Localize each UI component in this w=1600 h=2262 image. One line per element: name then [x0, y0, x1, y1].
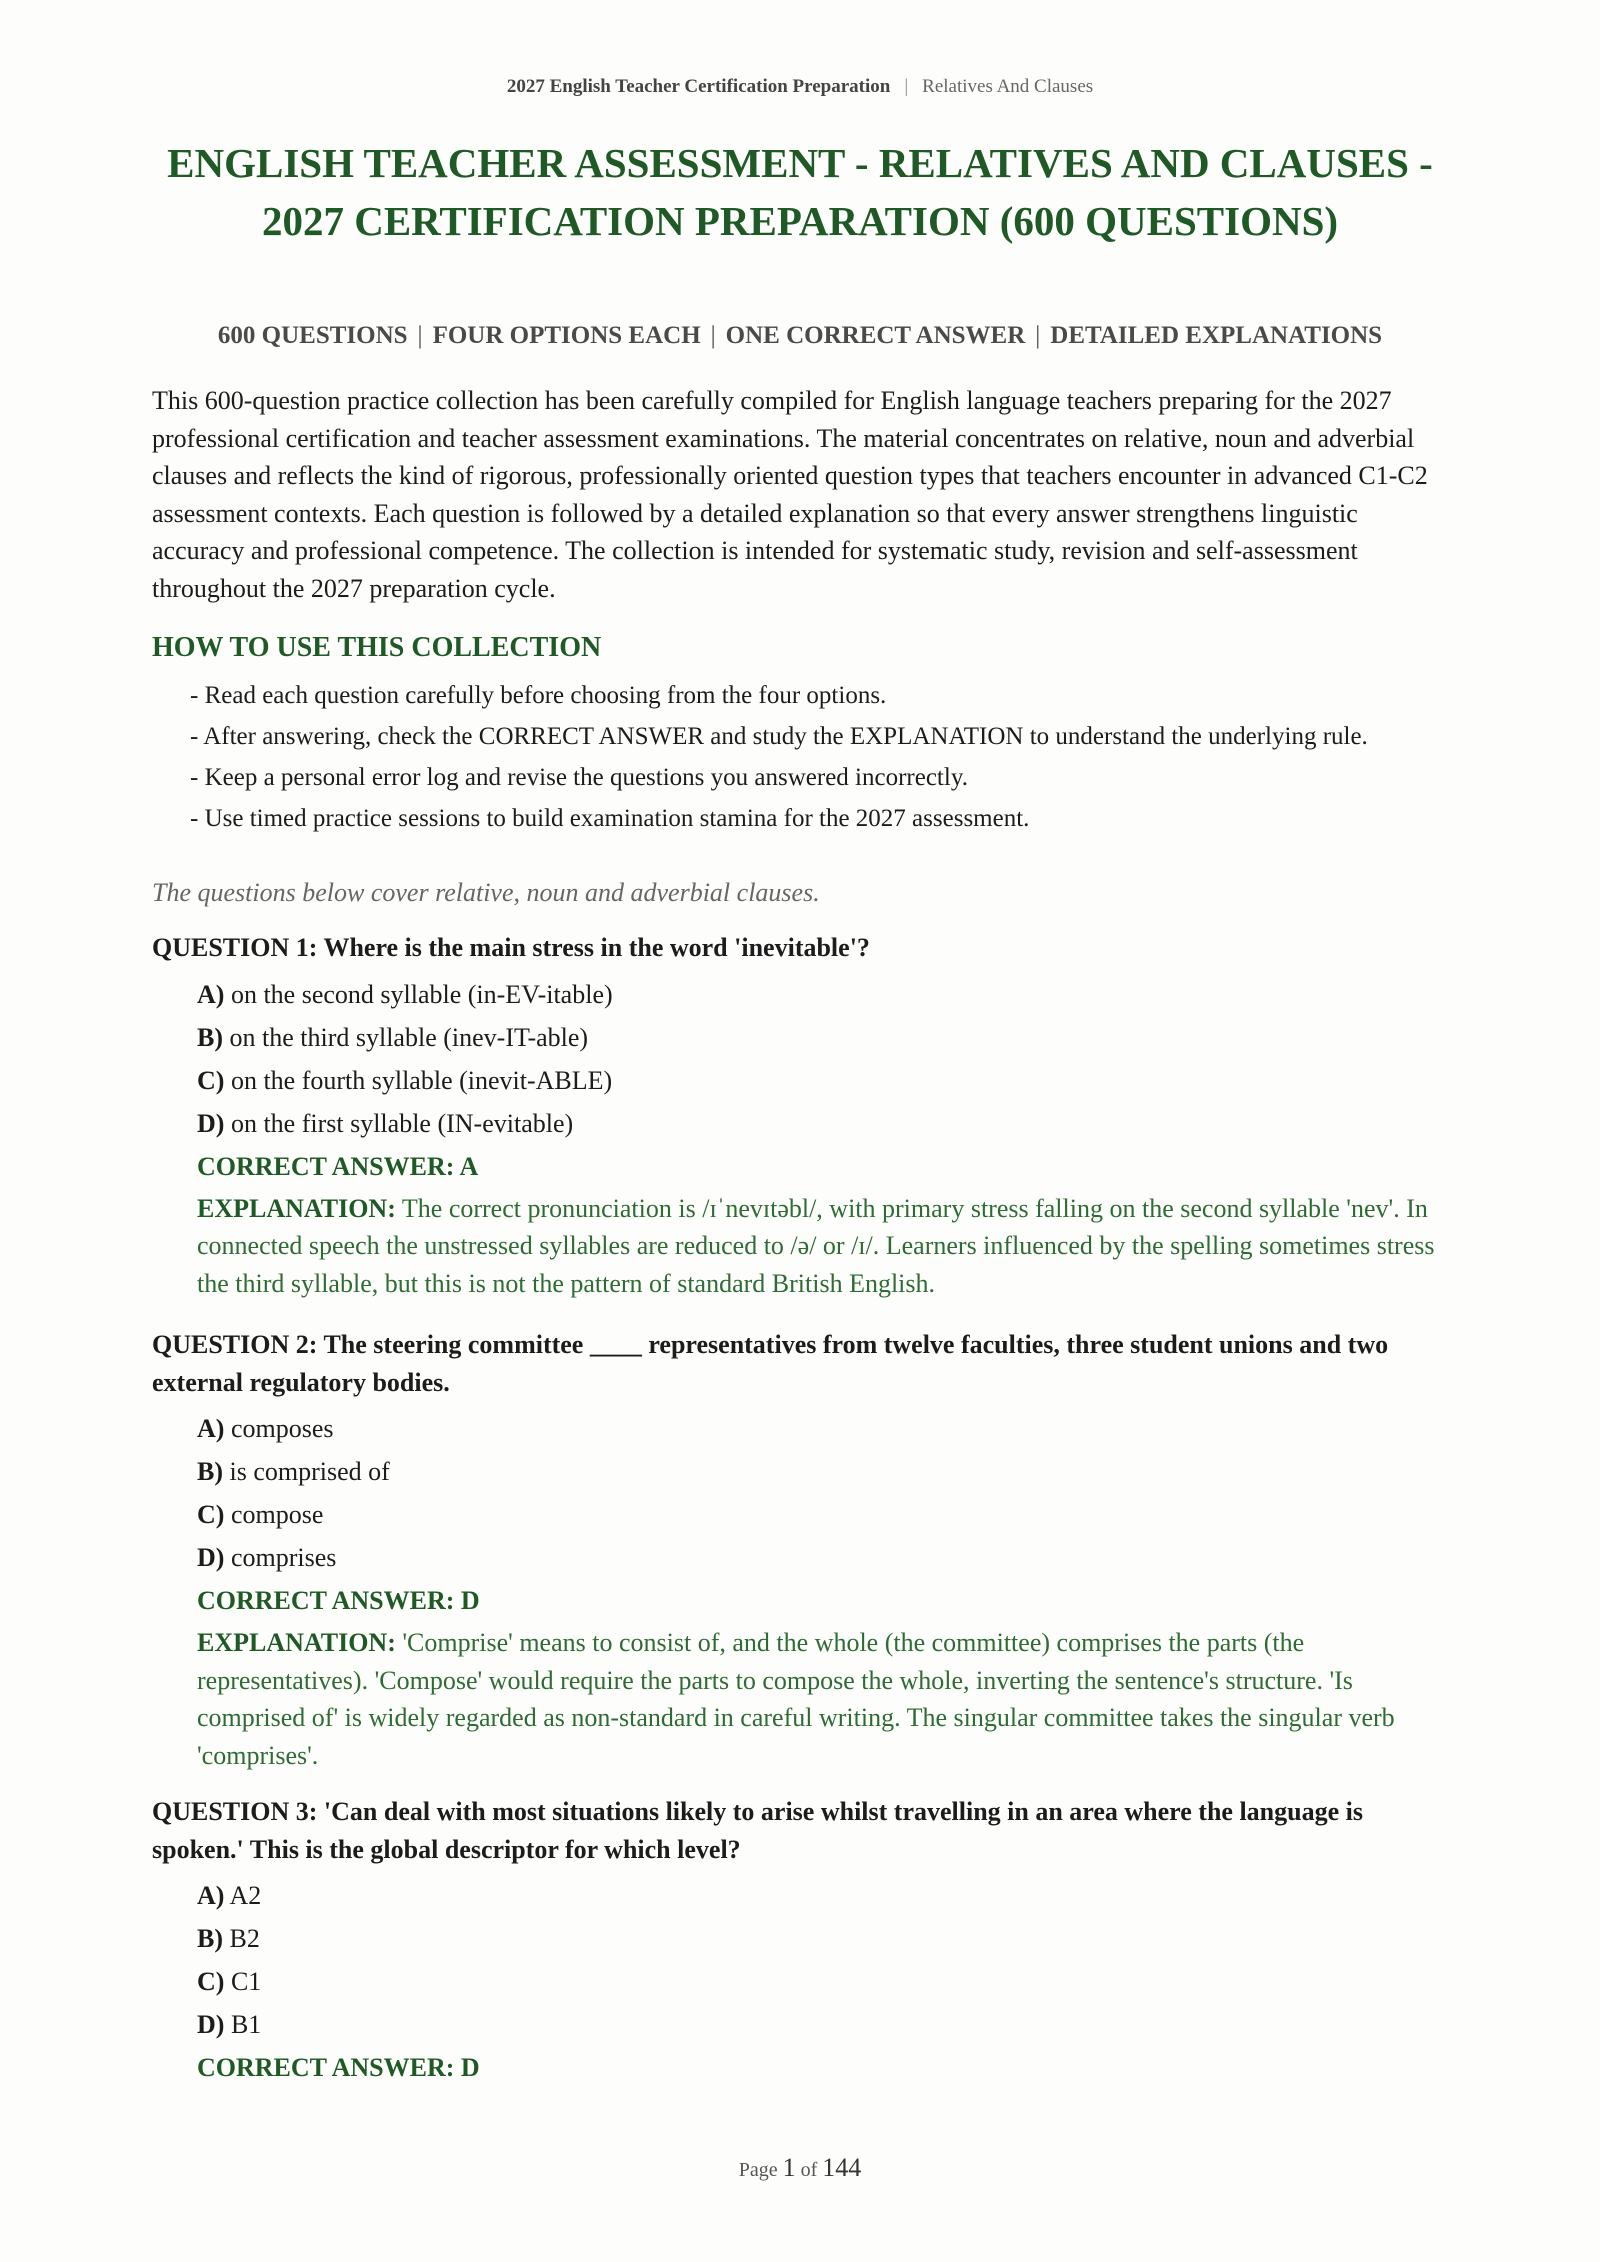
option-item	[197, 1450, 1452, 1493]
explanation-text: The correct pronunciation is /ɪˈnevɪtəbl/, with primary stress falling on the second syllable 'nev'. In connected speech the unstressed syllables are reduced to /ə/ or /ɪ/. Learners influenced by the spelling sometimes stress the third syllable, but this is not the pattern of standard British English.	[197, 1193, 1435, 1298]
feature-item: ONE CORRECT ANSWER	[725, 322, 1026, 349]
question-block	[152, 929, 1452, 1302]
page-footer	[0, 2153, 1600, 2183]
option-item	[197, 1874, 1452, 1917]
option-letter: C)	[197, 1500, 225, 1529]
option-letter: A)	[197, 1881, 225, 1910]
feature-separator: |	[710, 322, 716, 349]
option-text: on the fourth syllable (inevit-ABLE)	[230, 1065, 613, 1095]
option-letter: B)	[197, 1457, 223, 1486]
option-text: on the third syllable (inev-IT-able)	[229, 1022, 589, 1052]
option-item	[197, 1059, 1452, 1102]
explanation-text: 'Comprise' means to consist of, and the whole (the committee) comprises the parts (the representatives). 'Compose' would require the parts to compose the whole, inverting the sentence's structure. 'Is comprised of' is widely regarded as non-standard in careful writing. The singular committee takes the singular verb 'comprises'.	[197, 1628, 1395, 1770]
correct-answer: CORRECT ANSWER: D	[197, 1586, 480, 1615]
coverage-note: The questions below cover relative, noun and adverbial clauses.	[152, 878, 820, 907]
option-letter: C)	[197, 1967, 225, 1996]
running-header-title: 2027 English Teacher Certification Preparation	[506, 76, 891, 97]
question-text: QUESTION 3: 'Can deal with most situations likely to arise whilst travelling in an area where the language is spoken.' This is the global descriptor for which level?	[152, 1797, 1363, 1864]
option-item	[197, 1536, 1452, 1579]
feature-separator: |	[1035, 322, 1041, 349]
explanation-label: EXPLANATION:	[197, 1628, 396, 1657]
page-word: Page	[738, 2159, 778, 2181]
option-letter: D)	[197, 1543, 225, 1572]
option-text: compose	[230, 1500, 324, 1529]
feature-item: 600 QUESTIONS	[217, 322, 408, 349]
question-block	[152, 1793, 1452, 2089]
option-letter: D)	[197, 1108, 225, 1138]
page-number: 1	[782, 2153, 796, 2182]
of-word: of	[800, 2159, 818, 2181]
option-letter: A)	[197, 1414, 225, 1443]
howto-list	[190, 678, 1450, 842]
option-item	[197, 973, 1452, 1016]
option-text: B2	[229, 1924, 260, 1953]
feature-separator: |	[417, 322, 423, 349]
running-header-topic: Relatives And Clauses	[922, 76, 1094, 97]
option-letter: B)	[197, 1924, 223, 1953]
option-text: A2	[229, 1881, 262, 1910]
option-letter: A)	[197, 979, 225, 1009]
feature-item: FOUR OPTIONS EACH	[432, 322, 701, 349]
option-item	[197, 1917, 1452, 1960]
option-text: comprises	[230, 1543, 337, 1572]
explanation	[197, 1624, 1447, 1774]
explanation	[197, 1190, 1447, 1303]
option-item	[197, 2003, 1452, 2046]
howto-heading: HOW TO USE THIS COLLECTION	[152, 632, 602, 663]
options-list	[197, 1407, 1452, 1579]
correct-answer: CORRECT ANSWER: A	[197, 1151, 479, 1181]
running-header-separator: |	[904, 76, 909, 97]
total-pages: 144	[822, 2153, 862, 2182]
correct-answer: CORRECT ANSWER: D	[197, 2053, 480, 2082]
question-text: QUESTION 1: Where is the main stress in the word 'inevitable'?	[152, 933, 870, 962]
howto-item: - Keep a personal error log and revise the questions you answered incorrectly.	[190, 764, 968, 791]
option-letter: B)	[197, 1022, 223, 1052]
option-text: is comprised of	[229, 1457, 390, 1486]
document-title: ENGLISH TEACHER ASSESSMENT - RELATIVES AND CLAUSES - 2027 CERTIFICATION PREPARATION (600 QUESTIONS)	[167, 140, 1433, 244]
option-item	[197, 1102, 1452, 1145]
option-text: C1	[230, 1967, 262, 1996]
running-header	[0, 76, 1600, 98]
option-item	[197, 1493, 1452, 1536]
options-list	[197, 1874, 1452, 2046]
option-text: composes	[230, 1414, 334, 1443]
feature-list	[152, 322, 1448, 350]
option-text: B1	[230, 2010, 262, 2039]
option-item	[197, 1960, 1452, 2003]
option-item	[197, 1016, 1452, 1059]
option-text: on the second syllable (in-EV-itable)	[230, 979, 613, 1009]
question-block	[152, 1326, 1452, 1774]
howto-item: - After answering, check the CORRECT ANSWER and study the EXPLANATION to understand the underlying rule.	[190, 723, 1368, 750]
explanation-label: EXPLANATION:	[197, 1193, 396, 1223]
howto-item: - Read each question carefully before choosing from the four options.	[190, 682, 887, 709]
feature-item: DETAILED EXPLANATIONS	[1050, 322, 1383, 349]
option-letter: D)	[197, 2010, 225, 2039]
howto-item: - Use timed practice sessions to build examination stamina for the 2027 assessment.	[190, 805, 1030, 832]
option-letter: C)	[197, 1065, 225, 1095]
option-text: on the first syllable (IN-evitable)	[230, 1108, 574, 1138]
options-list	[197, 973, 1452, 1145]
question-text: QUESTION 2: The steering committee ____ representatives from twelve faculties, three student unions and two external regulatory bodies.	[152, 1330, 1389, 1397]
option-item	[197, 1407, 1452, 1450]
intro-paragraph: This 600-question practice collection has been carefully compiled for English language teachers preparing for the 2027 professional certification and teacher assessment examinations. The material concentrates on relative, noun and adverbial clauses and reflects the kind of rigorous, professionally oriented question types that teachers encounter in advanced C1-C2 assessment contexts. Each question is followed by a detailed explanation so that every answer strengthens linguistic accuracy and professional competence. The collection is intended for systematic study, revision and self-assessment throughout the 2027 preparation cycle.	[152, 386, 1428, 603]
